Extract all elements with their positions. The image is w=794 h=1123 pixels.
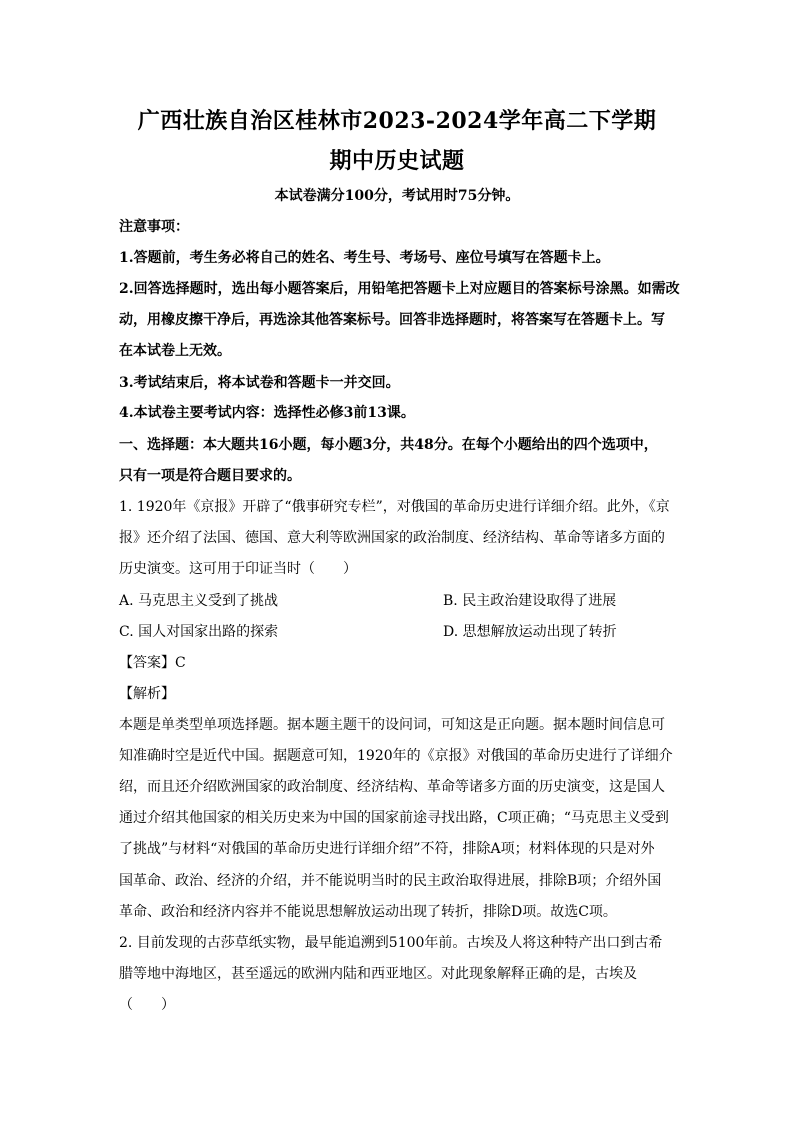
notice-heading: 注意事项： bbox=[119, 219, 189, 235]
analysis-line-6: 国革命、政治、经济的介绍，并不能说明当时的民主政治取得进展，排除B项；介绍外国 bbox=[119, 873, 662, 889]
analysis-line-2: 知准确时空是近代中国。据题意可知，1920年的《京报》对俄国的革命历史进行了详细介 bbox=[119, 748, 673, 764]
section-heading-line-1: 一、选择题：本大题共16小题，每小题3分，共48分。在每个小题给出的四个选项中， bbox=[119, 437, 658, 453]
analysis-line-5: 了挑战”与材料“对俄国的革命历史进行详细介绍”不符，排除A项；材料体现的只是对外 bbox=[119, 841, 655, 857]
notice-item-4: 4.本试卷主要考试内容：选择性必修3前13课。 bbox=[119, 405, 415, 421]
analysis-line-3: 绍，而且还介绍欧洲国家的政治制度、经济结构、革命等诸多方面的历史演变，这是国人 bbox=[119, 779, 665, 795]
question-1-line-3: 历史演变。这可用于印证当时（ ） bbox=[119, 561, 357, 577]
analysis-line-4: 通过介绍其他国家的相关历史来为中国的国家前途寻找出路，C项正确；“马克思主义受到 bbox=[119, 810, 669, 826]
option-b: B. 民主政治建设取得了进展 bbox=[443, 593, 617, 609]
page-title: 广西壮族自治区桂林市2023-2024学年高二下学期 bbox=[137, 108, 657, 134]
analysis-line-7: 革命、政治和经济内容并不能说思想解放运动出现了转折，排除D项。故选C项。 bbox=[119, 904, 617, 920]
notice-item-3: 3.考试结束后，将本试卷和答题卡一并交回。 bbox=[119, 375, 400, 391]
question-2-line-1: 2. 目前发现的古莎草纸实物，最早能追溯到5100年前。古埃及人将这种特产出口到古希 bbox=[119, 935, 663, 951]
notice-item-2-line-2: 动，用橡皮擦干净后，再选涂其他答案标号。回答非选择题时，将答案写在答题卡上。写 bbox=[119, 312, 665, 328]
exam-info: 本试卷满分100分，考试用时75分钟。 bbox=[274, 188, 520, 204]
question-1-line-2: 报》还介绍了法国、德国、意大利等欧洲国家的政治制度、经济结构、革命等诸多方面的 bbox=[119, 530, 665, 546]
notice-item-2-line-3: 在本试卷上无效。 bbox=[119, 343, 231, 359]
page-subtitle-title: 期中历史试题 bbox=[329, 148, 465, 174]
section-heading-line-2: 只有一项是符合题目要求的。 bbox=[119, 468, 301, 484]
answer-label: 【答案】C bbox=[119, 655, 186, 671]
question-1-line-1: 1. 1920年《京报》开辟了“俄事研究专栏”，对俄国的革命历史进行详细介绍。此外，《京 bbox=[119, 499, 670, 515]
analysis-label: 【解析】 bbox=[119, 686, 175, 702]
notice-item-1: 1.答题前，考生务必将自己的姓名、考生号、考场号、座位号填写在答题卡上。 bbox=[119, 250, 610, 266]
option-a: A. 马克思主义受到了挑战 bbox=[119, 593, 279, 609]
question-2-line-2: 腊等地中海地区，甚至遥远的欧洲内陆和西亚地区。对此现象解释正确的是，古埃及 bbox=[119, 966, 637, 982]
analysis-line-1: 本题是单类型单项选择题。据本题主题干的设问词，可知这是正向题。据本题时间信息可 bbox=[119, 717, 665, 733]
option-c: C. 国人对国家出路的探索 bbox=[119, 624, 279, 640]
notice-item-2-line-1: 2.回答选择题时，选出每小题答案后，用铅笔把答题卡上对应题目的答案标号涂黑。如需改 bbox=[119, 281, 680, 297]
option-d: D. 思想解放运动出现了转折 bbox=[443, 624, 617, 640]
question-2-line-3: （ ） bbox=[119, 997, 175, 1013]
